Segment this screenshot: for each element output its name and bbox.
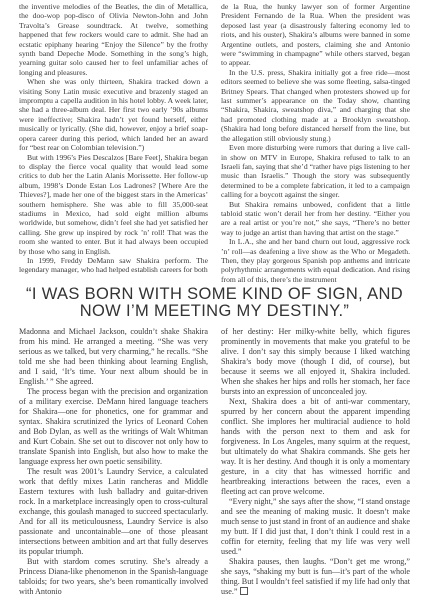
end-of-article-square-icon bbox=[240, 587, 248, 595]
pull-quote-line: NOW I’M MEETING MY DESTINY.” bbox=[79, 301, 350, 320]
paragraph: But with 1996’s Pies Descalzos [Bare Feet], Shakira began to display the fierce vocal quality that would lead some critics to dub her the Latin Alanis Morissette. Her follow-up album, 1998’s Donde Estan Los Ladrones? [Where Are the Thieves?], made her one of the biggest stars in the Americas’ southern hemisphere. She was able to fill 35,000-seat stadiums in Mexico, had sold eight million albums worldwide, but somehow, didn’t feel she had yet satisfied her calling. She grew up inspired by rock ’n’ roll! That was the room she wanted to enter. But it had always been occupied by those who sang in English. bbox=[19, 152, 208, 256]
paragraph: But with stardom comes scrutiny. She’s already a Princess Diana-like phenomenon in the Spanish-language tabloids; for two years, she’s been romantically involved with Antonio bbox=[19, 557, 208, 597]
pull-quote-line: “I WAS BORN WITH SOME KIND OF SIGN, AND bbox=[26, 285, 403, 303]
article-column-top-right bbox=[221, 2, 410, 284]
paragraph: Even more disturbing were rumors that during a live call-in show on MTV in Europe, Shakira refused to talk to an Israeli fan, saying that she’d “rather have pigs listening to her music than Israelis.” Though the story was subsequently determined to be a complete fabrication, it led to a campaign calling for a boycott against the singer. bbox=[221, 143, 410, 200]
paragraph: Next, Shakira does a bit of anti-war commentary, spurred by her concern about the apparent impending conflict. She implores her multiracial audience to hold hands with the person next to them and ask for forgiveness. In Los Angeles, many squirm at the request, but ultimately do what Shakira commands. She gets her way. It is her destiny. And though it is only a momentary gesture, in a city that has witnessed horrific and heartbreaking interactions between the races, even a fleeting act can prove welcome. bbox=[221, 397, 410, 497]
paragraph: In the U.S. press, Shakira initially got a free ride—most editors seemed to believe she was some fleeting, salsa-tinged Britney Spears. That changed when protesters showed up for last summer’s appearance on the Today show, chanting “Shakira, Shakira, sweatshop diva,” and charging that she had promoted clothing made at a Brooklyn sweatshop. (Shakira had long before distanced herself from the line, but the allegation still obviously stung.) bbox=[221, 67, 410, 143]
article-column-bottom-left bbox=[19, 327, 208, 597]
paragraph: de la Rua, the hunky lawyer son of former Argentine President Fernando de la Rua. When the president was deposed last year (a disastrously faltering economy led to riots, and his ouster), Shakira’s albums were banned in some Argentine outlets, and posters, claiming she and Antonio were “swimming in champagne” while others starved, began to appear. bbox=[221, 2, 410, 68]
paragraph: the inventive melodies of the Beatles, the din of Metallica, the doo-wop pop-disco of Olivia Newton-John and John Travolta’s Grease soundtrack. At twelve, something happened that few rockers would care to admit. She had an ecstatic epiphany hearing “Enjoy the Silence” by the frothy synth band Depeche Mode. Something in the song’s high, yearning guitar solo caused her to feel unfamiliar aches of longing and pleasures. bbox=[19, 2, 208, 77]
article-column-top-left bbox=[19, 2, 208, 275]
paragraph: The process began with the precision and organization of a military exercise. DeMann hired language teachers for Shakira—one for phonetics, one for grammar and syntax. Shakira scrutinized the lyrics of Leonard Cohen and Bob Dylan, as well as the writings of Walt Whitman and Kurt Cobain. She set out to discover not only how to translate Spanish into English, but also how to make the language express her own poetic sensibility. bbox=[19, 387, 208, 467]
paragraph bbox=[221, 557, 410, 597]
paragraph: When she was only thirteen, Shakira tracked down a visiting Sony Latin music executive and brazenly staged an impromptu a capella audition in his hotel lobby. A week later, she had a three-album deal. Her first two early ’90s albums were ineffective; Shakira hadn’t yet found herself, either musically or lyrically. (She did, however, enjoy a brief soap-opera career during this period, which landed her an award for “best rear on Colombian television.”) bbox=[19, 77, 208, 153]
pull-quote bbox=[0, 286, 429, 319]
paragraph: “Every night,” she says after the show, “I stand onstage and see the meaning of making music. It doesn’t make much sense to just stand in front of an audience and shake my butt. If I did just that, I don’t think I could rest in a coffin for eternity, feeling that my life was very well used.” bbox=[221, 497, 410, 557]
paragraph: The result was 2001’s Laundry Service, a calculated work that deftly mixes Latin rancheras and Middle Eastern textures with lush balladry and guitar-driven rock. In a marketplace increasingly open to cross-cultural exchange, this goulash managed to succeed spectacularly. And for all its meticulousness, Laundry Service is also passionate and uncontainable—one of those pleasant intersections between ambition and art that fully deserves its popular triumph. bbox=[19, 467, 208, 557]
paragraph-text: Shakira pauses, then laughs. “Don’t get me wrong,” she says, “shaking my butt is fun—it’s part of the whole thing. But I wouldn’t feel satisfied if my life had only that use.” bbox=[221, 557, 410, 597]
paragraph: In L.A., she and her band churn out loud, aggressive rock ’n’ roll—as deafening a live show as the Who or Megadeth. Then, they play gorgeous Spanish pop anthems and intricate polyrhythmic arrangements with equal dedication. And rising from all of this, there’s the instrument bbox=[221, 237, 410, 284]
article-column-bottom-right bbox=[221, 327, 410, 597]
paragraph: But Shakira remains unbowed, confident that a little tabloid static won’t derail her from her destiny. “Either you are a real artist or you’re not,” she says, “There’s no better way to judge an artist than having that artist on the stage.” bbox=[221, 199, 410, 237]
paragraph: Madonna and Michael Jackson, couldn’t shake Shakira from his mind. He arranged a meeting. “She was very serious as we talked, but very charming,” he recalls. “She told me she had been thinking about learning English, and I said, ‘It’s time. Your next album should be in English.’ ” She agreed. bbox=[19, 327, 208, 387]
paragraph: In 1999, Freddy DeMann saw Shakira perform. The legendary manager, who had helped establish careers for both bbox=[19, 255, 208, 275]
paragraph: of her destiny: Her milky-white belly, which figures prominently in movements that make you grateful to be alive. I don’t say this simply because I liked watching Shakira’s body move (though I did, of course), but because it seems we all enjoyed it, Shakira included. When she shakes her hips and rolls her stomach, her face bursts into an expression of unconcealed joy. bbox=[221, 327, 410, 397]
